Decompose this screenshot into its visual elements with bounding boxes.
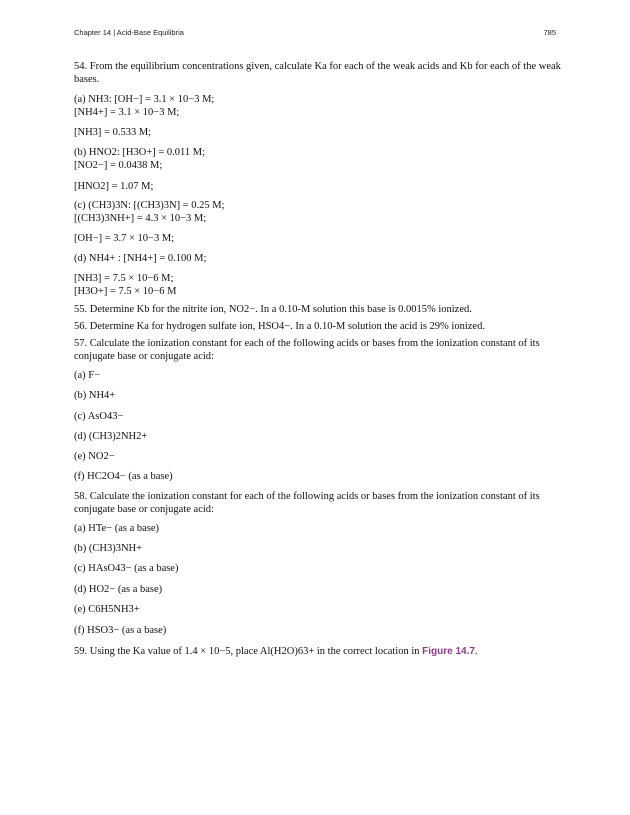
problem-58c: (c) HAsO43− (as a base) <box>74 563 179 574</box>
problem-57d: (d) (CH3)2NH2+ <box>74 431 148 442</box>
problem-54d-line3: [H3O+] = 7.5 × 10−6 M <box>74 286 177 297</box>
problem-54a-line1: (a) NH3: [OH−] = 3.1 × 10−3 M; <box>74 94 215 105</box>
problem-59-text: 59. Using the Ka value of 1.4 × 10−5, place Al(H2O)63+ in the correct location in <box>74 646 420 657</box>
problem-58f: (f) HSO3− (as a base) <box>74 625 167 636</box>
problem-58e: (e) C6H5NH3+ <box>74 604 140 615</box>
problem-54c-line2: [(CH3)3NH+] = 4.3 × 10−3 M; <box>74 213 207 224</box>
problem-54-intro: 54. From the equilibrium concentrations given, calculate Ka for each of the weak acids and Kb for each of the weak <box>74 61 561 72</box>
figure-14-7-link[interactable]: Figure 14.7 <box>422 646 475 657</box>
problem-54a-line2: [NH4+] = 3.1 × 10−3 M; <box>74 107 180 118</box>
problem-57a: (a) F− <box>74 370 101 381</box>
page-number: 785 <box>543 28 556 37</box>
problem-54b-line3: [HNO2] = 1.07 M; <box>74 181 154 192</box>
problem-57e: (e) NO2− <box>74 451 115 462</box>
problem-54d-line1: (d) NH4+ : [NH4+] = 0.100 M; <box>74 253 207 264</box>
problem-54b-line2: [NO2−] = 0.0438 M; <box>74 160 163 171</box>
problem-57b: (b) NH4+ <box>74 390 116 401</box>
chapter-header: Chapter 14 | Acid-Base Equilibria <box>74 28 184 37</box>
problem-54a-line3: [NH3] = 0.533 M; <box>74 127 152 138</box>
problem-57-intro-cont: conjugate base or conjugate acid: <box>74 351 214 362</box>
problem-54-intro-cont: bases. <box>74 74 100 85</box>
problem-55: 55. Determine Kb for the nitrite ion, NO2−. In a 0.10-M solution this base is 0.0015% ionized. <box>74 304 472 315</box>
problem-58d: (d) HO2− (as a base) <box>74 584 163 595</box>
problem-58a: (a) HTe− (as a base) <box>74 523 160 534</box>
problem-58-intro: 58. Calculate the ionization constant for each of the following acids or bases from the ionization constant of its <box>74 491 540 502</box>
problem-59 <box>74 645 478 658</box>
problem-54c-line1: (c) (CH3)3N: [(CH3)3N] = 0.25 M; <box>74 200 225 211</box>
problem-57f: (f) HC2O4− (as a base) <box>74 471 173 482</box>
problem-54d-line2: [NH3] = 7.5 × 10−6 M; <box>74 273 174 284</box>
problem-54b-line1: (b) HNO2: [H3O+] = 0.011 M; <box>74 147 206 158</box>
problem-58-intro-cont: conjugate base or conjugate acid: <box>74 504 214 515</box>
problem-58b: (b) (CH3)3NH+ <box>74 543 143 554</box>
problem-57-intro: 57. Calculate the ionization constant for each of the following acids or bases from the ionization constant of its <box>74 338 540 349</box>
problem-57c: (c) AsO43− <box>74 411 124 422</box>
problem-56: 56. Determine Ka for hydrogen sulfate ion, HSO4−. In a 0.10-M solution the acid is 29% ionized. <box>74 321 485 332</box>
problem-59-end: . <box>474 646 478 657</box>
problem-54c-line3: [OH−] = 3.7 × 10−3 M; <box>74 233 175 244</box>
